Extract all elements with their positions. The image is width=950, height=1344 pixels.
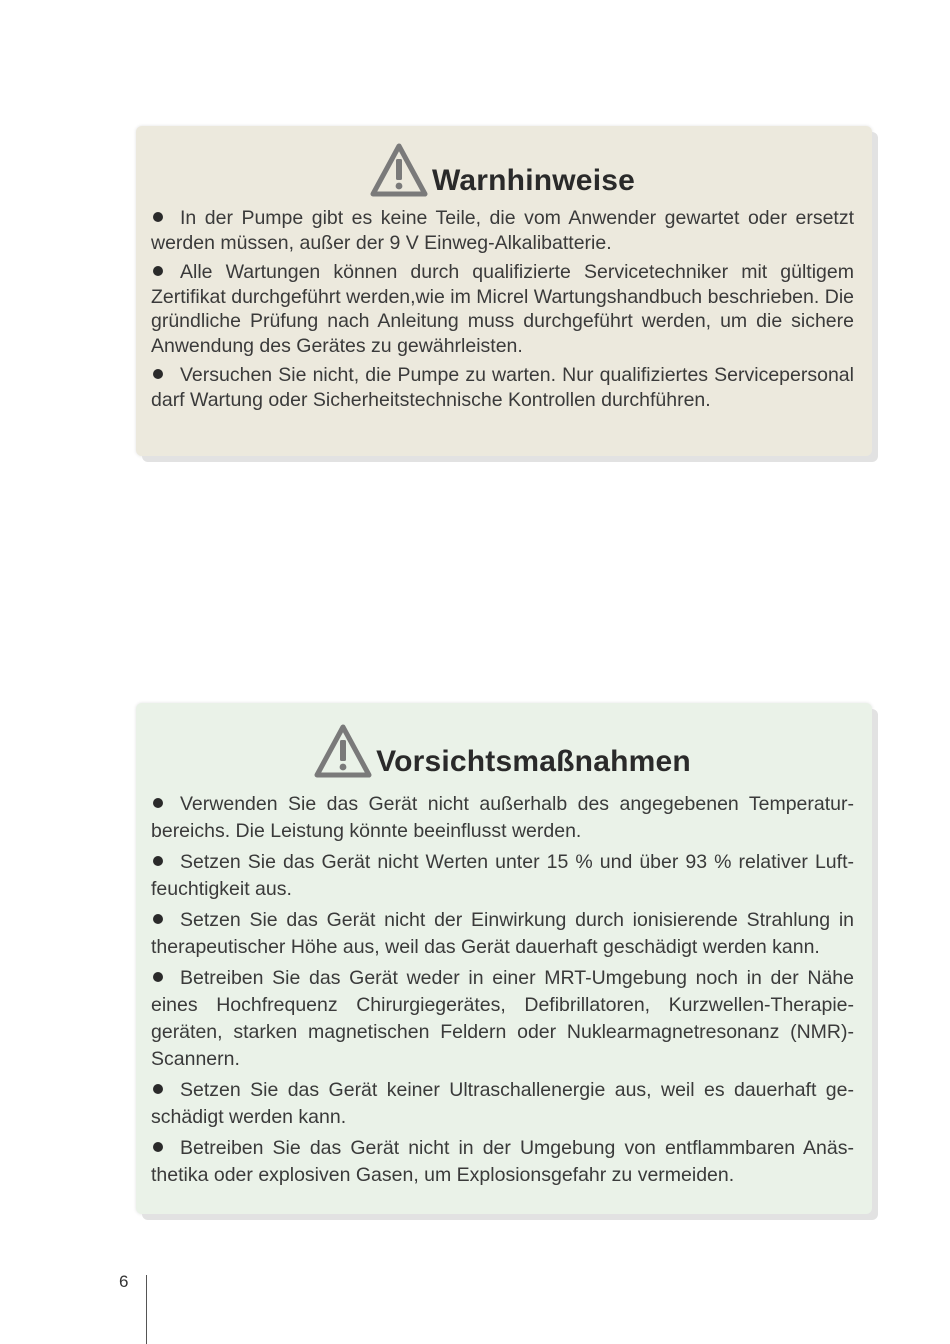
cautions-box xyxy=(136,703,872,1214)
caution-item xyxy=(151,849,854,903)
warning-item-text: Versuchen Sie nicht, die Pumpe zu warten. Nur qualifiziertes Servicepersonal darf Wartung oder Sicherheitstechnische Kontrollen durchführen. xyxy=(151,364,854,411)
bullet-icon xyxy=(153,798,163,808)
caution-item-text: Setzen Sie das Gerät nicht Werten unter 15 % und über 93 % relativer Luftfeuchtigkeit aus. xyxy=(151,851,854,900)
caution-item-text: Verwenden Sie das Gerät nicht außerhalb des angegebenen Temperaturbereichs. Die Leistung könnte beeinflusst werden. xyxy=(151,793,854,842)
warning-item xyxy=(151,363,854,412)
caution-item xyxy=(151,965,854,1073)
warning-triangle-icon xyxy=(370,142,428,198)
caution-item xyxy=(151,1135,854,1189)
bullet-icon xyxy=(153,1142,163,1152)
warnings-box xyxy=(136,126,872,456)
warnings-header xyxy=(151,126,854,198)
bullet-icon xyxy=(153,212,163,222)
warning-item-text: In der Pumpe gibt es keine Teile, die vom Anwender gewartet oder ersetzt werden müssen, außer der 9 V Einweg-Alkalibatterie. xyxy=(151,207,854,254)
bullet-icon xyxy=(153,266,163,276)
warning-item xyxy=(151,206,854,255)
bullet-icon xyxy=(153,369,163,379)
warning-triangle-icon xyxy=(314,723,372,779)
page-number: 6 xyxy=(119,1272,129,1291)
caution-item xyxy=(151,1077,854,1131)
warnings-title: Warnhinweise xyxy=(432,164,635,197)
caution-item-text: Betreiben Sie das Gerät nicht in der Umgebung von entflammbaren Anästhetika oder explosiven Gasen, um Explosionsgefahr zu vermeiden. xyxy=(151,1137,854,1186)
bullet-icon xyxy=(153,914,163,924)
cautions-list xyxy=(151,791,854,1189)
bullet-icon xyxy=(153,856,163,866)
caution-item xyxy=(151,907,854,961)
caution-item xyxy=(151,791,854,845)
page-margin-rule xyxy=(146,1275,147,1344)
bullet-icon xyxy=(153,972,163,982)
warning-item xyxy=(151,260,854,358)
caution-item-text: Betreiben Sie das Gerät weder in einer MRT-Umgebung noch in der Nähe eines Hochfrequenz Chirurgiegerätes, Defibrillatoren, Kurzwellen-Therapiegeräten, starken magnetischen Feldern oder Nuklearmagnetresonanz (NMR)-Scannern. xyxy=(151,967,854,1070)
cautions-title: Vorsichtsmaßnahmen xyxy=(376,745,691,778)
warning-item-text: Alle Wartungen können durch qualifizierte Servicetechniker mit gültigem Zertifikat durchgeführt werden,wie im Micrel Wartungshandbuch beschrieben. Die gründliche Prüfung nach Anleitung muss durchgeführt werden, um die sichere Anwendung des Gerätes zu gewährleisten. xyxy=(151,261,854,357)
warnings-list xyxy=(151,206,854,412)
cautions-header xyxy=(151,703,854,779)
caution-item-text: Setzen Sie das Gerät nicht der Einwirkung durch ionisierende Strahlung in therapeutischer Höhe aus, weil das Gerät dauerhaft geschädigt werden kann. xyxy=(151,909,854,958)
bullet-icon xyxy=(153,1084,163,1094)
caution-item-text: Setzen Sie das Gerät keiner Ultraschallenergie aus, weil es dauerhaft geschädigt werden kann. xyxy=(151,1079,854,1128)
